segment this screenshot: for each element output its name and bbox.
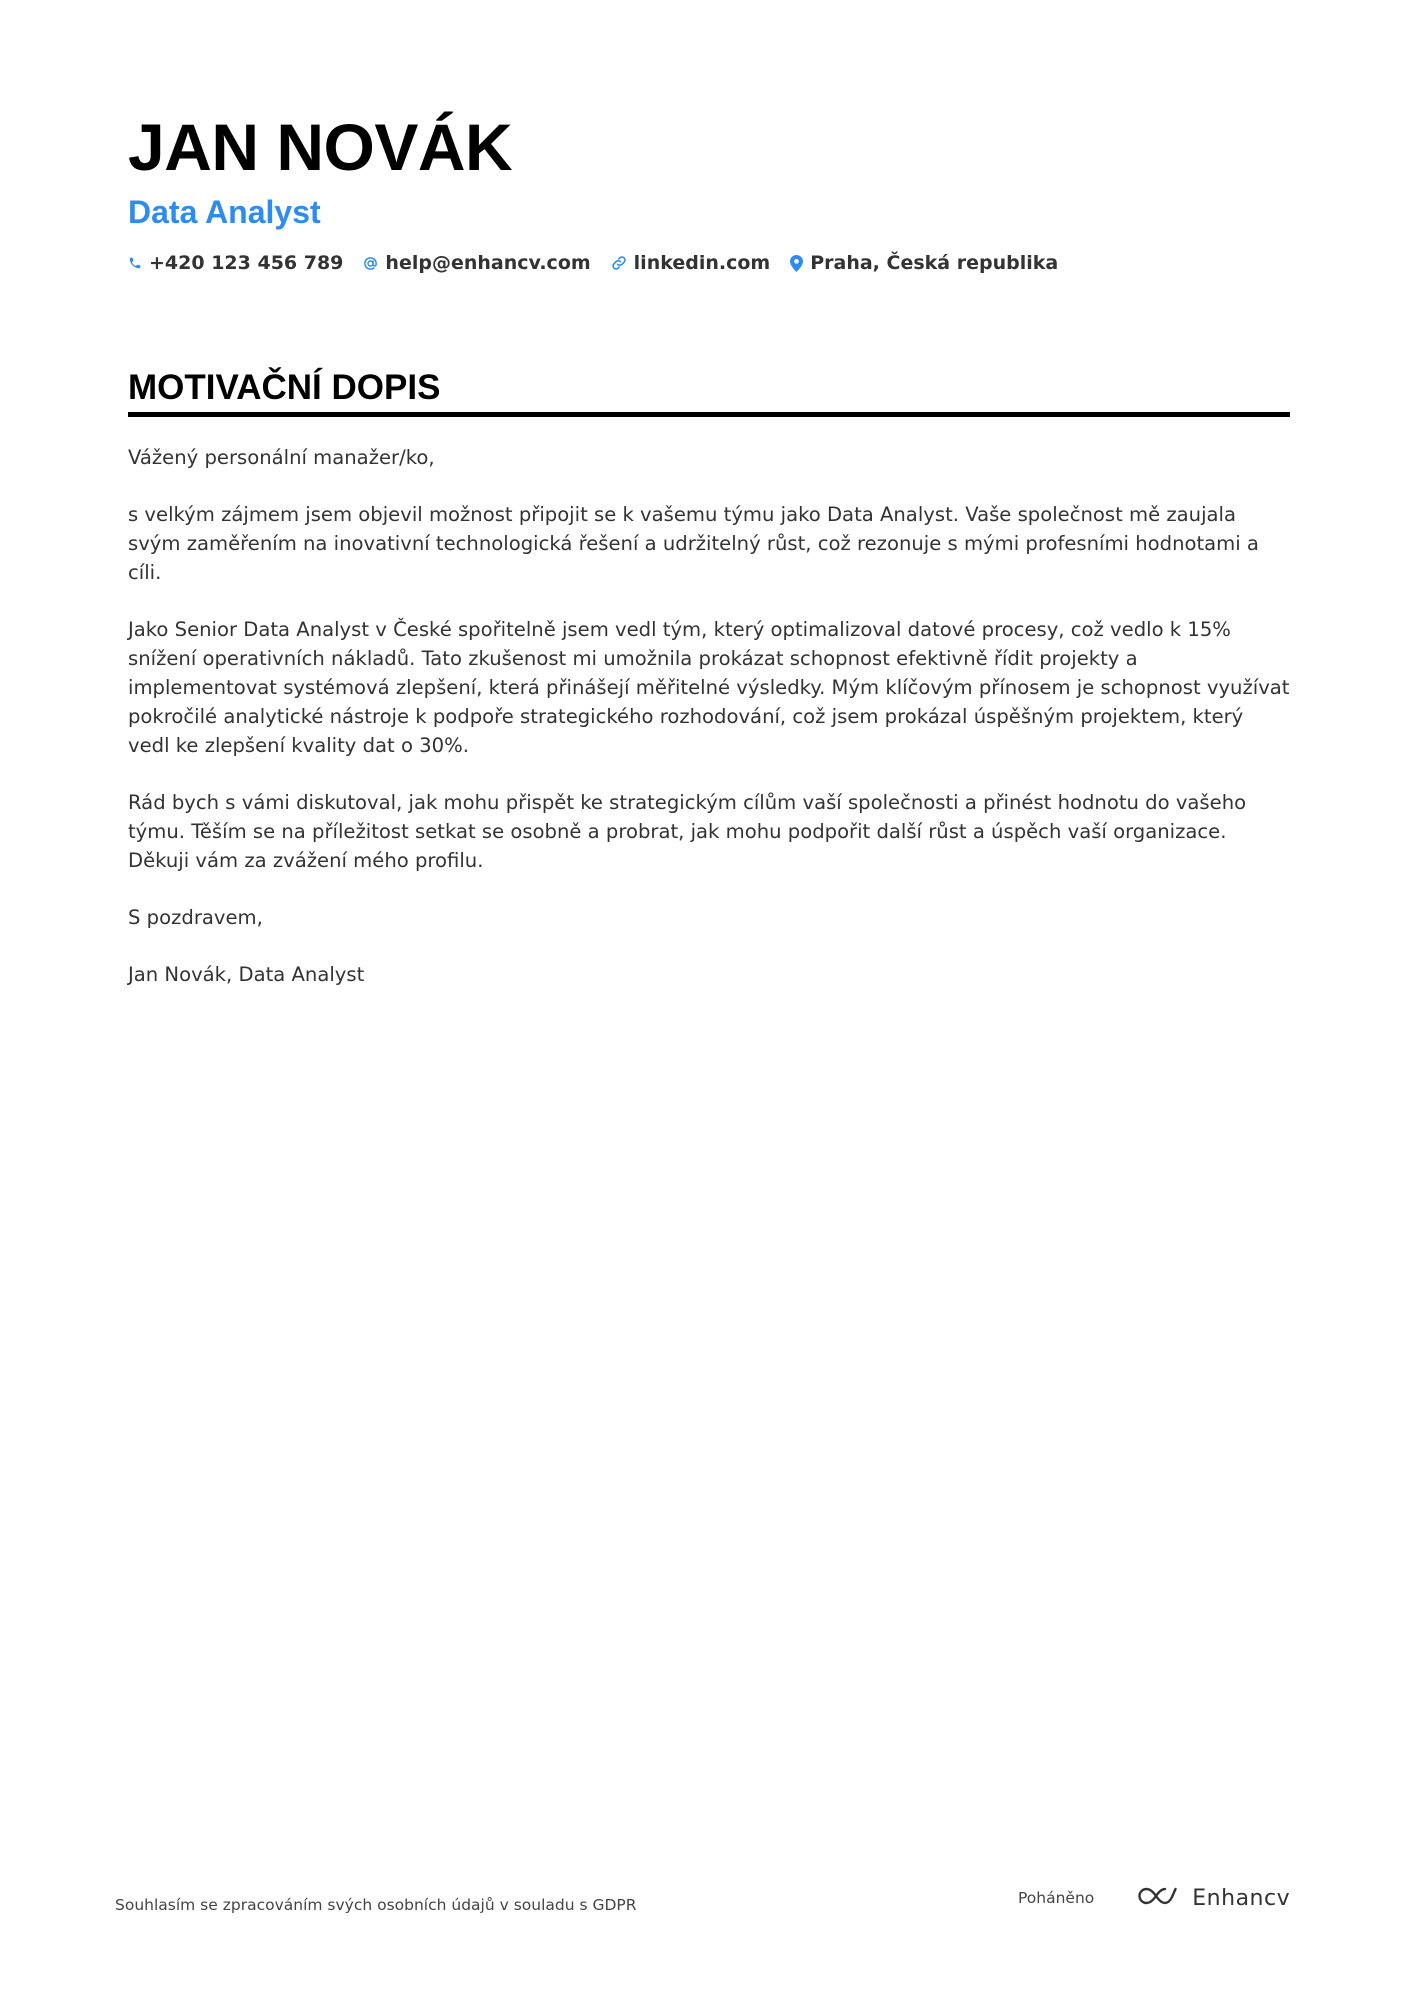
contact-email[interactable] <box>363 252 590 274</box>
letter-paragraph: s velkým zájmem jsem objevil možnost připojit se k vašemu týmu jako Data Analyst. Vaše společnost mě zaujala svým zaměřením na inovativní technologická řešení a udržitelný růst, což rezonuje s mými profesními hodnotami a cíli. <box>128 503 1259 584</box>
contact-phone[interactable] <box>128 252 343 274</box>
phone-icon <box>128 256 142 270</box>
letter-paragraph: Rád bych s vámi diskutoval, jak mohu přispět ke strategickým cílům vaší společnosti a přinést hodnotu do vašeho týmu. Těším se na příležitost setkat se osobně a probrat, jak mohu podpořit další růst a úspěch vaší organizace. Děkuji vám za zvážení mého profilu. <box>128 791 1247 872</box>
section-divider <box>128 412 1290 417</box>
letter-body <box>128 443 1290 989</box>
website-text: linkedin.com <box>633 252 771 274</box>
enhancv-logo-icon <box>1134 1884 1180 1912</box>
contact-website[interactable] <box>611 252 771 274</box>
header <box>128 108 1290 274</box>
contact-location <box>790 252 1058 274</box>
link-icon <box>611 255 627 271</box>
at-icon <box>363 256 378 271</box>
section-title: MOTIVAČNÍ DOPIS <box>128 368 441 407</box>
letter-signature: Jan Novák, Data Analyst <box>128 963 365 986</box>
powered-by[interactable] <box>1018 1884 1290 1912</box>
email-text: help@enhancv.com <box>385 252 591 274</box>
candidate-name: JAN NOVÁK <box>128 110 513 184</box>
brand-name: Enhancv <box>1192 1885 1291 1911</box>
letter-paragraph: Jako Senior Data Analyst v České spořitelně jsem vedl tým, který optimalizoval datové procesy, což vedlo k 15% snížení operativních nákladů. Tato zkušenost mi umožnila prokázat schopnost efektivně řídit projekty a implementovat systémová zlepšení, která přinášejí měřitelné výsledky. Mým klíčovým přínosem je schopnost využívat pokročilé analytické nástroje k podpoře strategického rozhodování, což jsem prokázal úspěšným projektem, který vedl ke zlepšení kvality dat o 30%. <box>128 618 1290 757</box>
map-pin-icon <box>790 255 803 272</box>
location-text: Praha, Česká republika <box>810 252 1059 274</box>
gdpr-consent: Souhlasím se zpracováním svých osobních údajů v souladu s GDPR <box>115 1896 637 1914</box>
contact-bar <box>128 252 1290 274</box>
letter-closing: S pozdravem, <box>128 906 263 929</box>
letter-greeting: Vážený personální manažer/ko, <box>128 446 435 469</box>
candidate-role: Data Analyst <box>128 194 321 230</box>
powered-by-label: Poháněno <box>1018 1889 1095 1907</box>
cover-letter-section <box>128 366 1290 1017</box>
brand[interactable] <box>1134 1884 1290 1912</box>
phone-text: +420 123 456 789 <box>149 252 344 274</box>
